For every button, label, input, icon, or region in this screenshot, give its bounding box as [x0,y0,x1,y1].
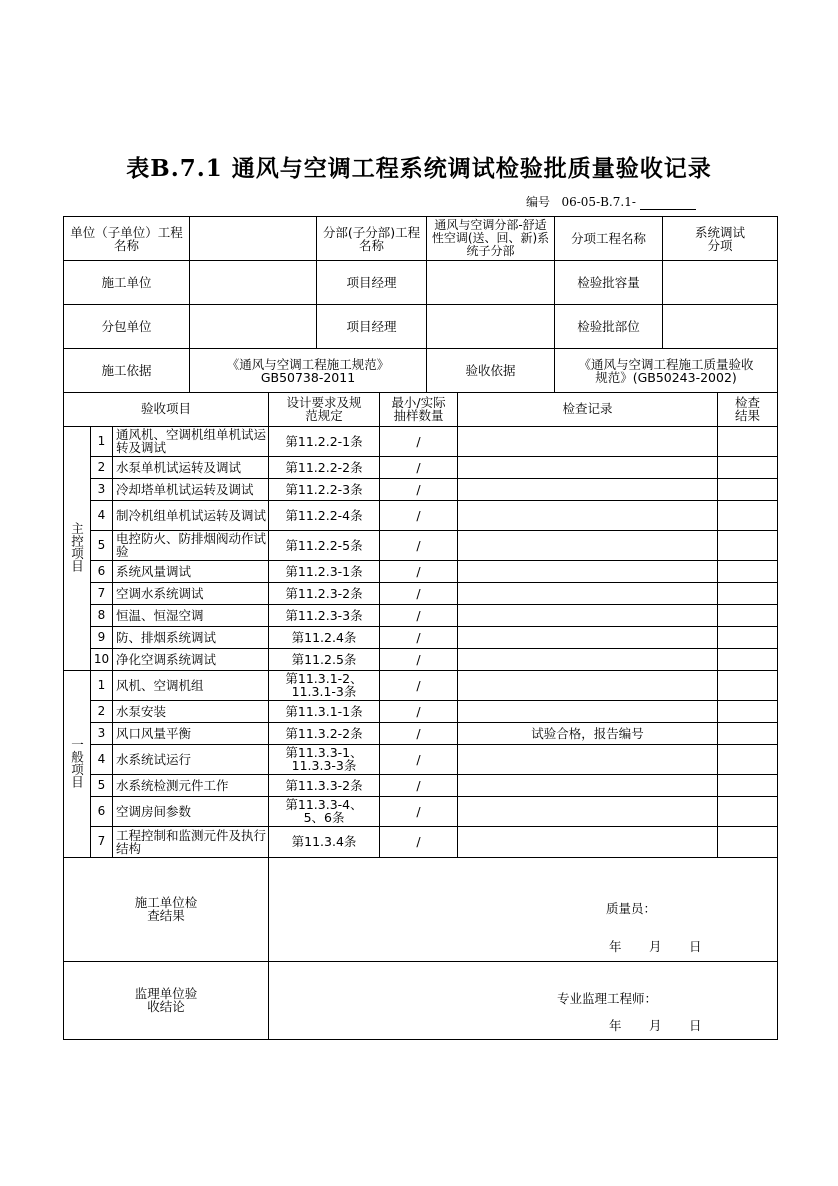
item-sampling: / [380,530,458,560]
batch-capacity-label: 检验批容量 [555,261,663,305]
item-result[interactable] [718,500,778,530]
table-row [64,560,778,582]
item-record[interactable] [458,582,718,604]
item-name: 冷却塔单机试运转及调试 [113,478,269,500]
table-row [64,670,778,700]
date-month: 月 [649,938,662,954]
table-row [64,604,778,626]
item-record[interactable] [458,530,718,560]
item-requirement: 第11.2.5条 [269,648,380,670]
item-name: 制冷机组单机试运转及调试 [113,500,269,530]
constructor-label: 施工单位 [64,261,190,305]
table-row [64,744,778,774]
table-row [64,500,778,530]
subcontractor-label: 分包单位 [64,305,190,349]
item-record[interactable] [458,604,718,626]
item-requirement: 第11.3.1-2、11.3.1-3条 [269,670,380,700]
item-number: 3 [91,478,113,500]
item-name: 风机、空调机组 [113,670,269,700]
item-name: 通风机、空调机组单机试运转及调试 [113,426,269,456]
supervisor-date-year: 年 [609,1017,622,1033]
item-name: 风口风量平衡 [113,722,269,744]
item-sampling: / [380,700,458,722]
supervisor-area[interactable] [269,961,778,1039]
item-result[interactable] [718,700,778,722]
table-row [64,456,778,478]
item-number: 5 [91,530,113,560]
table-row [64,826,778,857]
item-name: 水泵单机试运转及调试 [113,456,269,478]
item-record[interactable] [458,774,718,796]
item-name: 水系统检测元件工作 [113,774,269,796]
item-number: 5 [91,774,113,796]
subcontractor-value[interactable] [190,305,317,349]
batch-location-label: 检验批部位 [555,305,663,349]
page-title: 表B.7.1 通风与空调工程系统调试检验批质量验收记录 [126,155,712,182]
subitem-value[interactable]: 系统调试分项 [663,217,778,261]
item-record[interactable] [458,670,718,700]
pm-label: 项目经理 [317,261,427,305]
pm-value[interactable] [427,261,555,305]
date-day: 日 [689,938,702,954]
pm2-value[interactable] [427,305,555,349]
item-sampling: / [380,626,458,648]
item-sampling: / [380,560,458,582]
item-number: 2 [91,700,113,722]
item-number: 9 [91,626,113,648]
col-header-requirement: 设计要求及规范规定 [269,392,380,426]
item-sampling: / [380,426,458,456]
table-row [64,478,778,500]
item-record[interactable] [458,456,718,478]
item-requirement: 第11.3.3-2条 [269,774,380,796]
item-name: 空调房间参数 [113,796,269,826]
supervisor-row [64,961,778,1039]
table-row [64,796,778,826]
item-result[interactable] [718,722,778,744]
column-header-row [64,392,778,426]
header-info-table [63,216,778,393]
item-sampling: / [380,478,458,500]
supervisor-date-month: 月 [649,1017,662,1033]
batch-location-value[interactable] [663,305,778,349]
item-sampling: / [380,774,458,796]
item-number: 6 [91,796,113,826]
item-sampling: / [380,670,458,700]
item-number: 4 [91,500,113,530]
item-record[interactable] [458,648,718,670]
item-sampling: / [380,500,458,530]
item-sampling: / [380,648,458,670]
document-code [526,193,696,210]
division-label: 分部(子分部)工程名称 [317,217,427,261]
item-requirement: 第11.2.2-1条 [269,426,380,456]
general-group [64,670,91,857]
supervisor-text: 监理单位验收结论 [134,986,198,1014]
item-result[interactable] [718,582,778,604]
main-control-group-label: 主控项目 [69,522,85,572]
inspection-items-table [63,392,778,1040]
unit-label: 单位（子单位）工程名称 [64,217,190,261]
item-requirement: 第11.3.1-1条 [269,700,380,722]
item-record[interactable] [458,626,718,648]
table-row [64,722,778,744]
item-record[interactable] [458,500,718,530]
item-sampling: / [380,796,458,826]
item-result[interactable] [718,796,778,826]
item-record[interactable] [458,796,718,826]
table-row [64,426,778,456]
item-number: 8 [91,604,113,626]
item-result[interactable] [718,604,778,626]
supervisor-date-day: 日 [689,1017,702,1033]
item-result[interactable] [718,426,778,456]
table-row [64,648,778,670]
item-number: 3 [91,722,113,744]
item-result[interactable] [718,648,778,670]
constructor-check-label [64,857,269,961]
item-name: 防、排烟系统调试 [113,626,269,648]
item-result[interactable] [718,626,778,648]
code-value: 06-05-B.7.1- [561,195,636,209]
item-name: 工程控制和监测元件及执行结构 [113,826,269,857]
constructor-value[interactable] [190,261,317,305]
code-blank-field[interactable] [640,196,696,210]
item-name: 水系统试运行 [113,744,269,774]
constructor-check-area[interactable] [269,857,778,961]
item-result[interactable] [718,826,778,857]
item-number: 7 [91,582,113,604]
col-header-record: 检查记录 [458,392,718,426]
acceptance-basis-value: 《通风与空调工程施工质量验收规范》(GB50243-2002) [555,349,778,393]
subitem-label: 分项工程名称 [555,217,663,261]
item-requirement: 第11.2.2-4条 [269,500,380,530]
item-number: 2 [91,456,113,478]
item-sampling: / [380,744,458,774]
item-name: 系统风量调试 [113,560,269,582]
table-row [64,626,778,648]
general-group-label: 一般项目 [69,737,85,788]
table-row [64,582,778,604]
item-sampling: / [380,722,458,744]
col-header-sampling: 最小/实际抽样数量 [380,392,458,426]
item-record[interactable] [458,744,718,774]
table-row [64,700,778,722]
constructor-check-text: 施工单位检查结果 [134,895,198,923]
table-row [64,774,778,796]
item-requirement: 第11.2.2-5条 [269,530,380,560]
item-result[interactable] [718,774,778,796]
supervisor-label [64,961,269,1039]
item-record[interactable] [458,826,718,857]
item-requirement: 第11.3.4条 [269,826,380,857]
item-sampling: / [380,456,458,478]
item-record[interactable]: 试验合格，报告编号 [458,722,718,744]
item-record[interactable] [458,560,718,582]
item-name: 电控防火、防排烟阀动作试验 [113,530,269,560]
item-requirement: 第11.2.3-3条 [269,604,380,626]
item-sampling: / [380,582,458,604]
item-requirement: 第11.3.3-1、11.3.3-3条 [269,744,380,774]
item-number: 6 [91,560,113,582]
date-year: 年 [609,938,622,954]
item-record[interactable] [458,426,718,456]
item-requirement: 第11.3.2-2条 [269,722,380,744]
item-number: 1 [91,670,113,700]
item-result[interactable] [718,456,778,478]
item-result[interactable] [718,478,778,500]
basis-label: 施工依据 [64,349,190,393]
item-requirement: 第11.2.3-2条 [269,582,380,604]
item-name: 水泵安装 [113,700,269,722]
item-requirement: 第11.3.3-4、5、6条 [269,796,380,826]
constructor-check-row [64,857,778,961]
item-record[interactable] [458,478,718,500]
pm2-label: 项目经理 [317,305,427,349]
supervisor-engineer-label: 专业监理工程师： [557,990,658,1006]
item-result[interactable] [718,670,778,700]
item-result[interactable] [718,744,778,774]
table-row [64,530,778,560]
item-name: 净化空调系统调试 [113,648,269,670]
division-value[interactable]: 通风与空调分部-舒适性空调(送、回、新)系统子分部 [427,217,555,261]
item-result[interactable] [718,560,778,582]
quality-officer-label: 质量员： [606,900,657,916]
item-requirement: 第11.2.4条 [269,626,380,648]
item-number: 1 [91,426,113,456]
item-number: 7 [91,826,113,857]
item-requirement: 第11.2.2-2条 [269,456,380,478]
item-sampling: / [380,826,458,857]
item-record[interactable] [458,700,718,722]
item-sampling: / [380,604,458,626]
code-label: 编号 [526,195,551,209]
basis-value: 《通风与空调工程施工规范》GB50738-2011 [190,349,427,393]
item-requirement: 第11.2.3-1条 [269,560,380,582]
item-requirement: 第11.2.2-3条 [269,478,380,500]
unit-value[interactable] [190,217,317,261]
item-result[interactable] [718,530,778,560]
batch-capacity-value[interactable] [663,261,778,305]
col-header-item: 验收项目 [64,392,269,426]
item-name: 空调水系统调试 [113,582,269,604]
acceptance-basis-label: 验收依据 [427,349,555,393]
main-control-group [64,426,91,670]
col-header-result: 检查结果 [718,392,778,426]
item-number: 4 [91,744,113,774]
item-name: 恒温、恒湿空调 [113,604,269,626]
item-number: 10 [91,648,113,670]
